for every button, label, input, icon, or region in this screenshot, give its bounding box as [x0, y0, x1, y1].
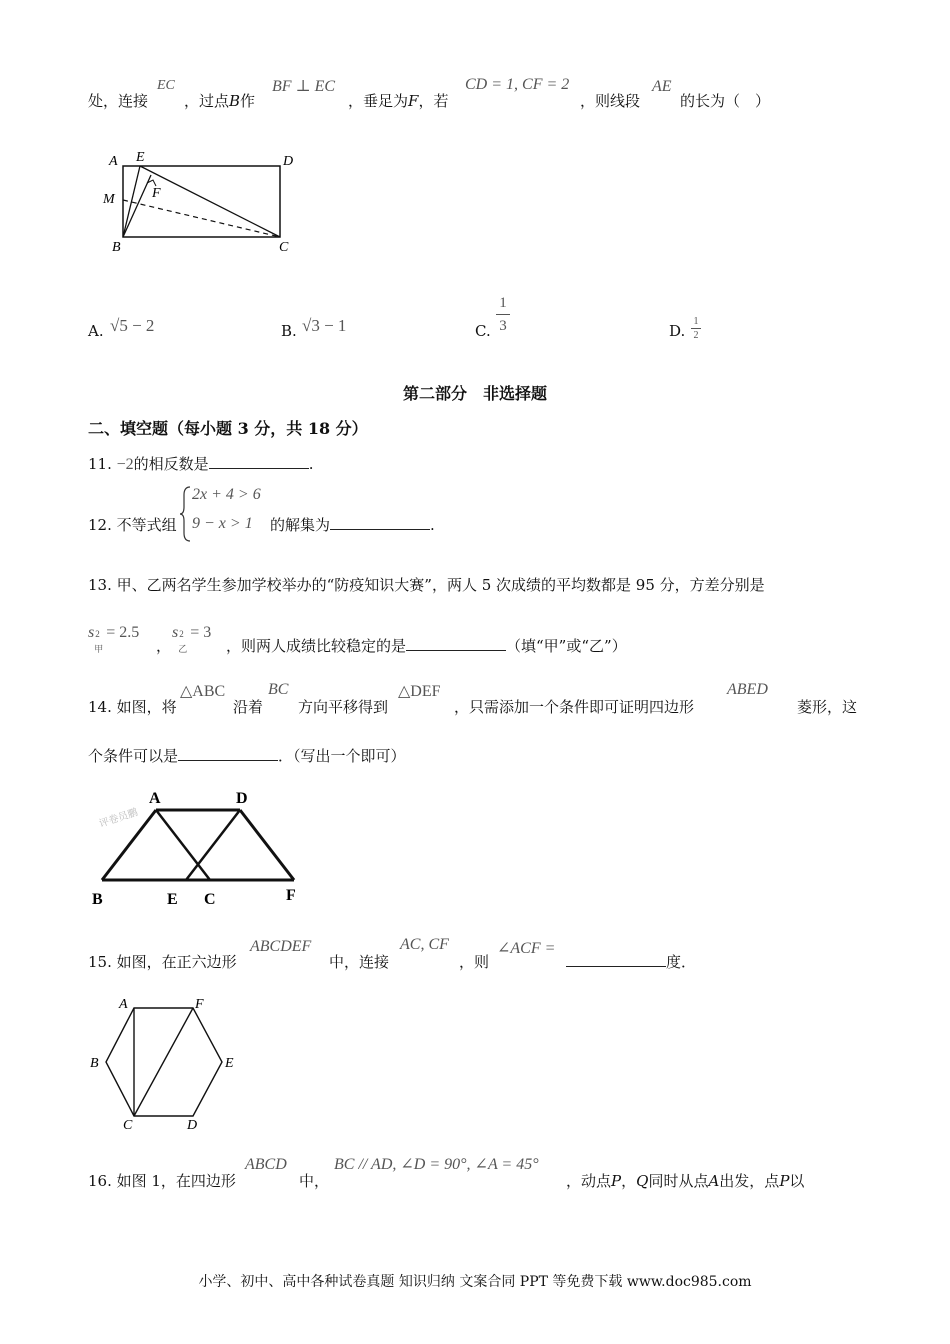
label-e: E	[167, 891, 178, 908]
question-12-label: 12. 不等式组	[88, 516, 177, 534]
q10-text-2: ，过点B作	[184, 92, 256, 110]
q10-text-3: ，垂足为F，若	[348, 92, 449, 110]
question-15-t1: 15. 如图，在正六边形	[88, 953, 237, 971]
label-d: D	[283, 154, 294, 169]
label-b: B	[92, 891, 103, 908]
label-b: B	[90, 1056, 99, 1071]
question-14-t4: ，只需添加一个条件即可证明四边形	[454, 698, 695, 716]
question-13-text: ，则两人成绩比较稳定的是 （填“甲”或“乙”）	[226, 637, 627, 655]
option-a: A.	[88, 322, 104, 340]
question-14-m2: BC	[268, 681, 289, 698]
fig14-translation-diagram	[88, 770, 318, 910]
question-14-t3: 方向平移得到	[298, 698, 389, 716]
label-a: A	[119, 997, 128, 1012]
question-11: 11. −2的相反数是 .	[88, 455, 314, 473]
question-14-t2: 沿着	[233, 698, 264, 716]
question-15-m3: ∠ACF =	[497, 940, 556, 957]
label-f: F	[286, 887, 296, 904]
question-14-t5: 菱形，这	[797, 698, 858, 716]
question-13-variance-2: s 2 乙 = 3	[172, 624, 212, 654]
question-16-t2: 中，	[299, 1172, 330, 1190]
question-16-m1: ABCD	[245, 1156, 287, 1173]
label-a: A	[149, 790, 161, 807]
option-c-fraction: 1 3	[496, 294, 510, 335]
option-d-fraction: 1 2	[691, 316, 701, 341]
question-12-text: 的解集为 .	[270, 516, 435, 534]
question-15-t3: ，则	[459, 953, 490, 971]
question-15-m2: AC, CF	[400, 936, 449, 953]
option-a-value: √5 − 2	[110, 316, 155, 335]
watermark: 评卷员鹏	[97, 807, 140, 830]
question-14-m3: △DEF	[398, 683, 441, 700]
comma: ，	[156, 637, 172, 655]
question-15-m1: ABCDEF	[250, 938, 312, 955]
option-c: C.	[475, 322, 491, 340]
label-d: D	[187, 1118, 198, 1133]
option-d: D.	[669, 322, 686, 340]
q10-math-cd-cf: CD = 1, CF = 2	[465, 76, 570, 93]
question-13-variance-1: s 2 甲 = 2.5	[88, 624, 140, 654]
question-16-t1: 16. 如图 1，在四边形	[88, 1172, 236, 1190]
question-15-t2: 中，连接	[329, 953, 390, 971]
q10-text-4: ，则线段	[580, 92, 641, 110]
part2-title: 第二部分 非选择题	[402, 384, 547, 403]
label-f: F	[195, 997, 204, 1012]
q10-line	[88, 90, 148, 111]
question-13-line1: 13. 甲、乙两名学生参加学校举办的“防疫知识大赛”，两人 5 次成绩的平均数都是 95 分，方差分别是	[88, 576, 765, 594]
label-c: C	[204, 891, 216, 908]
q10-math-ec: EC	[157, 78, 175, 93]
question-16-t3: ，动点P，Q同时从点A出发，点P以	[566, 1172, 805, 1190]
section2-title: 二、填空题（每小题 3 分，共 18 分）	[88, 419, 368, 438]
option-b: B.	[281, 322, 297, 340]
label-e: E	[136, 150, 145, 165]
label-d: D	[236, 790, 248, 807]
q10-text-1: 处，连接	[88, 92, 149, 110]
fig15-hexagon-diagram	[86, 992, 246, 1134]
label-c: C	[123, 1118, 133, 1133]
q10-math-bf-perp-ec: BF ⊥ EC	[272, 78, 336, 95]
question-14-m1: △ABC	[180, 683, 226, 700]
question-14-m4: ABED	[727, 681, 768, 698]
footer-text: 小学、初中、高中各种试卷真题 知识归纳 文案合同 PPT 等免费下载 www.doc985.com	[198, 1274, 752, 1290]
question-16-m2: BC // AD, ∠D = 90°, ∠A = 45°	[334, 1156, 539, 1173]
label-b: B	[112, 240, 121, 255]
inequality-2: 9 − x > 1	[192, 515, 253, 532]
q10-math-ae: AE	[652, 78, 672, 95]
label-f: F	[152, 186, 161, 201]
question-15-end: 度．	[566, 951, 696, 972]
label-e: E	[225, 1056, 234, 1071]
question-14-line2: 个条件可以是 ．（写出一个即可）	[88, 747, 406, 765]
fig10-rectangle-diagram	[95, 145, 310, 260]
question-14-t1: 14. 如图，将	[88, 698, 177, 716]
label-a: A	[109, 154, 118, 169]
q10-text-5: 的长为（ ）	[680, 92, 771, 110]
brace-icon	[178, 485, 192, 543]
option-b-value: √3 − 1	[302, 316, 347, 335]
label-m: M	[103, 192, 115, 207]
label-c: C	[279, 240, 289, 255]
inequality-1: 2x + 4 > 6	[192, 486, 261, 503]
